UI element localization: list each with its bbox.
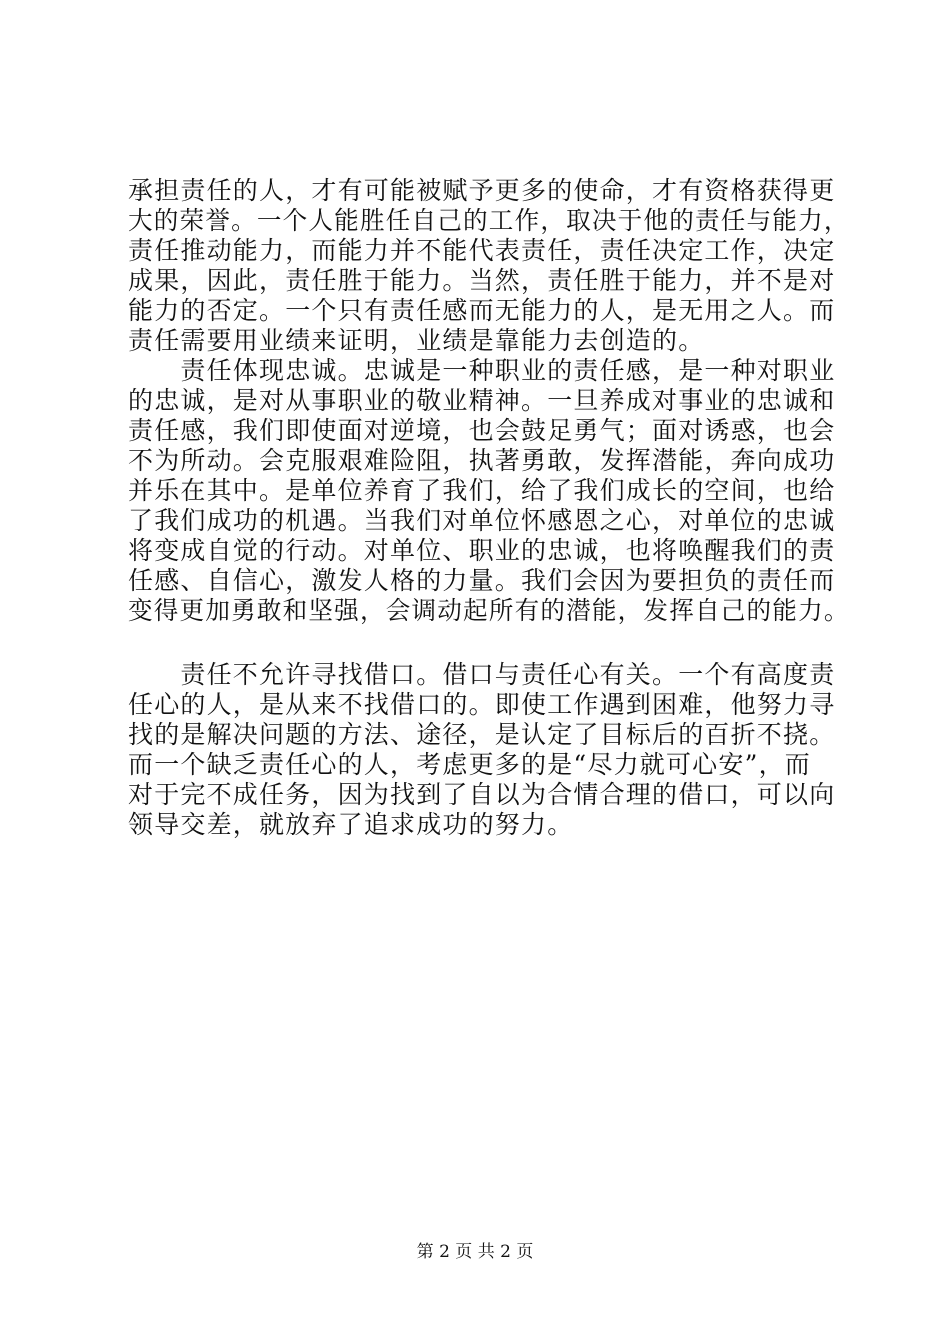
text-line: 了我们成功的机遇。当我们对单位怀感恩之心，对单位的忠诚	[128, 506, 836, 535]
text-line: 对于完不成任务，因为找到了自以为合情合理的借口，可以向	[128, 780, 836, 809]
text-line: 找的是解决问题的方法、途径，是认定了目标后的百折不挠。	[128, 720, 836, 749]
text-line: 任感、自信心，激发人格的力量。我们会因为要担负的责任而	[128, 566, 836, 595]
text-line: 承担责任的人，才有可能被赋予更多的使命，才有资格获得更	[128, 176, 836, 205]
text-line: 并乐在其中。是单位养育了我们，给了我们成长的空间，也给	[128, 476, 836, 505]
page-number-footer: 第 2 页 共 2 页	[416, 1242, 534, 1262]
text-line: 责任不允许寻找借口。借口与责任心有关。一个有高度责	[128, 660, 836, 689]
text-line: 变得更加勇敢和坚强，会调动起所有的潜能，发挥自己的能力。	[128, 596, 850, 625]
text-line: 责任需要用业绩来证明，业绩是靠能力去创造的。	[128, 326, 705, 355]
text-line: 不为所动。会克服艰难险阻，执著勇敢，发挥潜能，奔向成功	[128, 446, 836, 475]
text-line: 责任推动能力，而能力并不能代表责任，责任决定工作，决定	[128, 236, 836, 265]
text-line: 能力的否定。一个只有责任感而无能力的人，是无用之人。而	[128, 296, 836, 325]
text-line: 成果，因此，责任胜于能力。当然，责任胜于能力，并不是对	[128, 266, 836, 295]
text-line: 将变成自觉的行动。对单位、职业的忠诚，也将唤醒我们的责	[128, 536, 836, 565]
text-line: 责任感，我们即使面对逆境，也会鼓足勇气；面对诱惑，也会	[128, 416, 836, 445]
text-line: 责任体现忠诚。忠诚是一种职业的责任感，是一种对职业	[128, 356, 836, 385]
text-line: 大的荣誉。一个人能胜任自己的工作，取决于他的责任与能力，	[128, 206, 850, 235]
text-line: 任心的人，是从来不找借口的。即使工作遇到困难，他努力寻	[128, 690, 836, 719]
text-line: 的忠诚，是对从事职业的敬业精神。一旦养成对事业的忠诚和	[128, 386, 836, 415]
text-line: 而一个缺乏责任心的人，考虑更多的是“尽力就可心安”，而	[128, 750, 811, 779]
text-line: 领导交差，就放弃了追求成功的努力。	[128, 810, 574, 839]
